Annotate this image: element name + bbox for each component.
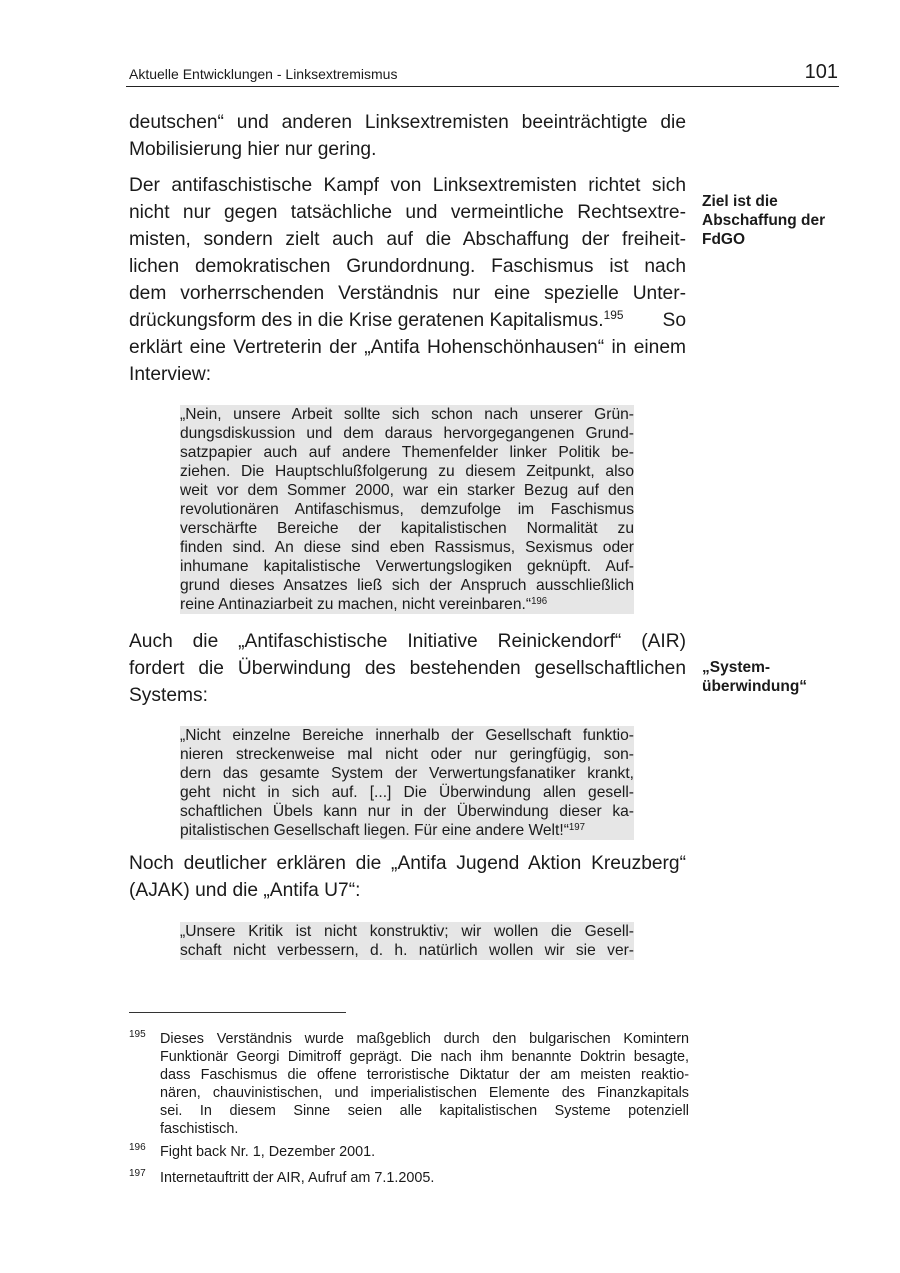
- quote-line: ziehen. Die Hauptschlußfolgerung zu diesem Zeitpunkt, also: [180, 463, 634, 480]
- quote-line: „Unsere Kritik ist nicht konstruktiv; wir wollen die Gesell-: [180, 923, 634, 940]
- footnote-197: [129, 1169, 689, 1187]
- text-line: Noch deutlicher erklären die „Antifa Jugend Aktion Kreuzberg“: [129, 853, 686, 874]
- line-text: reine Antinaziarbeit zu machen, nicht vereinbaren.“: [180, 596, 532, 613]
- block-quote-3: [180, 922, 634, 960]
- footnote-line: nären, chauvinistischen, und imperialistischen Elemente des Finanzkapitals: [160, 1085, 689, 1101]
- quote-line: nieren streckenweise mal nicht oder nur geringfügig, son-: [180, 746, 634, 763]
- page-number: 101: [804, 61, 838, 83]
- footnote-text: [160, 1169, 689, 1187]
- paragraph-3: [129, 628, 686, 709]
- text-line: [129, 307, 686, 334]
- text-line: Mobilisierung hier nur gering.: [129, 139, 377, 160]
- footnote-number: 195: [129, 1029, 146, 1040]
- quote-line: schaft nicht verbessern, d. h. natürlich wollen wir sie ver-: [180, 942, 634, 959]
- text-line: deutschen“ und anderen Linksextremisten beeinträchtigte die: [129, 112, 686, 133]
- running-header-title: Aktuelle Entwicklungen - Linksextremismus: [129, 66, 398, 82]
- quote-line: verschärfte Bereiche der kapitalistischen Normalität zu: [180, 520, 634, 537]
- footnote-line: faschistisch.: [160, 1121, 239, 1137]
- footnote-line: dass Faschismus die offene terroristische Diktatur der am meisten reaktio-: [160, 1067, 689, 1083]
- footnote-divider: [129, 1012, 346, 1013]
- quote-line: geht nicht in sich auf. [...] Die Überwindung allen gesell-: [180, 784, 634, 801]
- footnote-line: Funktionär Georgi Dimitroff geprägt. Die nach ihm benannte Doktrin besagte,: [160, 1049, 689, 1065]
- footnote-195: [129, 1030, 689, 1138]
- quote-line: [180, 595, 634, 614]
- quote-line: weit vor dem Sommer 2000, war ein starker Bezug auf den: [180, 482, 634, 499]
- margin-note-line: überwindung“: [702, 678, 808, 695]
- quote-line: schaftlichen Übels kann nur in der Überwindung dieser ka-: [180, 803, 634, 820]
- paragraph-4: [129, 850, 686, 904]
- text-line: fordert die Überwindung des bestehenden gesellschaftlichen: [129, 658, 686, 679]
- margin-note-system: [702, 658, 807, 696]
- footnote-ref[interactable]: 197: [568, 821, 586, 833]
- footnote-ref[interactable]: 196: [531, 595, 548, 607]
- text-fragment: So: [662, 310, 686, 331]
- margin-note-line: „System-: [702, 659, 771, 676]
- quote-line: [180, 821, 634, 840]
- quote-line: „Nein, unsere Arbeit sollte sich schon nach unserer Grün-: [180, 406, 634, 423]
- block-quote-2: [180, 726, 634, 840]
- text-line: Interview:: [129, 364, 212, 385]
- line-text: drückungsform des in die Krise geratenen Kapitalismus.: [129, 310, 604, 331]
- footnote-line: sei. In diesem Sinne seien alle kapitalistischen Systeme potenziell: [160, 1103, 689, 1119]
- footnote-ref[interactable]: 195: [603, 308, 624, 323]
- footnote-line: Internetauftritt der AIR, Aufruf am 7.1.2005.: [160, 1170, 435, 1186]
- paragraph-1: [129, 109, 686, 163]
- footnote-number: 196: [129, 1142, 146, 1153]
- header-divider: [126, 86, 839, 87]
- quote-line: finden sind. An diese sind eben Rassismus, Sexismus oder: [180, 539, 634, 556]
- footnote-text: [160, 1030, 689, 1138]
- quote-line: dungsdiskussion und dem daraus hervorgegangenen Grund-: [180, 425, 634, 442]
- margin-note-line: Ziel ist die: [702, 193, 778, 210]
- text-fragment: [129, 307, 623, 334]
- line-text: pitalistischen Gesellschaft liegen. Für eine andere Welt!“: [180, 822, 569, 839]
- text-line: erklärt eine Vertreterin der „Antifa Hohenschönhausen“ in einem: [129, 337, 686, 358]
- footnote-text: [160, 1143, 689, 1161]
- text-line: (AJAK) und die „Antifa U7“:: [129, 880, 361, 901]
- quote-line: „Nicht einzelne Bereiche innerhalb der Gesellschaft funktio-: [180, 727, 634, 744]
- text-line: Der antifaschistische Kampf von Linksextremisten richtet sich: [129, 175, 686, 196]
- quote-line: satzpapier auch auf andere Themenfelder linker Politik be-: [180, 444, 634, 461]
- text-line: nicht nur gegen tatsächliche und vermeintliche Rechtsextre-: [129, 202, 686, 223]
- margin-note-goal: [702, 192, 825, 249]
- text-line: dem vorherrschenden Verständnis nur eine spezielle Unter-: [129, 283, 686, 304]
- quote-line: grund dieses Ansatzes ließ sich der Anspruch ausschließlich: [180, 577, 634, 594]
- text-line: lichen demokratischen Grundordnung. Faschismus ist nach: [129, 256, 686, 277]
- quote-line: dern das gesamte System der Verwertungsfanatiker krankt,: [180, 765, 634, 782]
- text-line: Systems:: [129, 685, 208, 706]
- paragraph-2: [129, 172, 686, 388]
- footnote-number: 197: [129, 1168, 146, 1179]
- margin-note-line: FdGO: [702, 231, 746, 248]
- text-line: Auch die „Antifaschistische Initiative Reinickendorf“ (AIR): [129, 631, 686, 652]
- footnote-line: Dieses Verständnis wurde maßgeblich durch den bulgarischen Komintern: [160, 1031, 689, 1047]
- quote-line: revolutionären Antifaschismus, demzufolge im Faschismus: [180, 501, 634, 518]
- margin-note-line: Abschaffung der: [702, 212, 826, 229]
- text-line: misten, sondern zielt auch auf die Abschaffung der freiheit-: [129, 229, 686, 250]
- quote-line: inhumane kapitalistische Verwertungslogiken geknüpft. Auf-: [180, 558, 634, 575]
- block-quote-1: [180, 405, 634, 614]
- footnote-line: Fight back Nr. 1, Dezember 2001.: [160, 1144, 376, 1160]
- footnote-196: [129, 1143, 689, 1161]
